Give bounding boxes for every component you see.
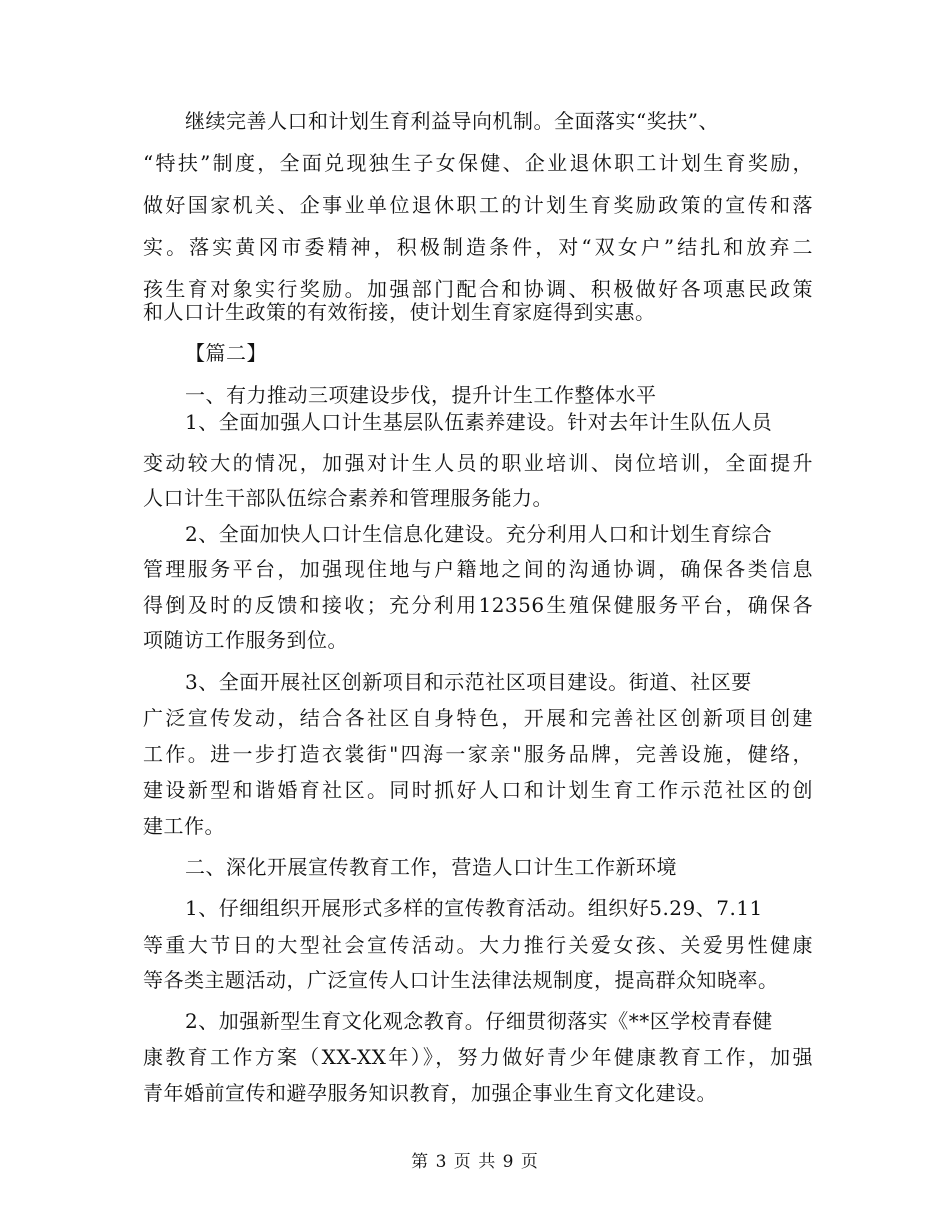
text-line: 建工作。 <box>143 814 225 838</box>
text-line: 广泛宣传发动，结合各社区自身特色，开展和完善社区创新项目创建 <box>143 706 813 730</box>
text-line: 等重大节日的大型社会宣传活动。大力推行关爱女孩、关爱男性健康 <box>143 933 813 957</box>
text-line: 做好国家机关、企事业单位退休职工的计划生育奖励政策的宣传和落 <box>143 193 813 217</box>
text-line: 和人口计生政策的有效衔接，使计划生育家庭得到实惠。 <box>143 300 656 324</box>
text-line: 实。落实黄冈市委精神，积极制造条件，对“双女户”结扎和放弃二 <box>143 235 813 259</box>
text-line: 人口计生干部队伍综合素养和管理服务能力。 <box>143 486 553 510</box>
text-line: 变动较大的情况，加强对计生人员的职业培训、岗位培训，全面提升 <box>143 451 813 475</box>
subsection-heading: 二、深化开展宣传教育工作，营造人口计生工作新环境 <box>185 855 677 879</box>
text-line: 青年婚前宣传和避孕服务知识教育，加强企事业生育文化建设。 <box>143 1081 717 1105</box>
text-line: “特扶”制度，全面兑现独生子女保健、企业退休职工计划生育奖励， <box>143 151 813 175</box>
text-line: 建设新型和谐婚育社区。同时抓好人口和计划生育工作示范社区的创 <box>143 778 813 802</box>
text-line: 2、全面加快人口计生信息化建设。充分利用人口和计划生育综合 <box>185 522 773 546</box>
text-line: 孩生育对象实行奖励。加强部门配合和协调、积极做好各项惠民政策 <box>143 277 813 301</box>
text-line: 继续完善人口和计划生育利益导向机制。全面落实“奖扶”、 <box>185 109 719 133</box>
text-line: 3、全面开展社区创新项目和示范社区项目建设。街道、社区要 <box>185 670 752 694</box>
text-line: 等各类主题活动，广泛宣传人口计生法律法规制度，提高群众知晓率。 <box>143 968 779 992</box>
subsection-heading: 一、有力推动三项建设步伐，提升计生工作整体水平 <box>185 383 657 407</box>
text-line: 管理服务平台，加强现住地与户籍地之间的沟通协调，确保各类信息 <box>143 557 813 581</box>
section-heading: 【篇二】 <box>185 341 267 365</box>
text-line: 工作。进一步打造衣裳街"四海一家亲"服务品牌，完善设施，健络， <box>143 742 813 766</box>
text-line: 2、加强新型生育文化观念教育。仔细贯彻落实《**区学校青春健 <box>185 1009 773 1033</box>
text-line: 1、仔细组织开展形式多样的宣传教育活动。组织好5.29、7.11 <box>185 896 763 920</box>
text-line: 项随访工作服务到位。 <box>143 628 348 652</box>
page-number-footer: 第 3 页 共 9 页 <box>411 1152 539 1172</box>
text-line: 1、全面加强人口计生基层队伍素养建设。针对去年计生队伍人员 <box>185 410 773 434</box>
text-line: 康教育工作方案（XX-XX年）》，努力做好青少年健康教育工作，加强 <box>143 1045 813 1069</box>
text-line: 得倒及时的反馈和接收；充分利用12356生殖保健服务平台，确保各 <box>143 593 813 617</box>
